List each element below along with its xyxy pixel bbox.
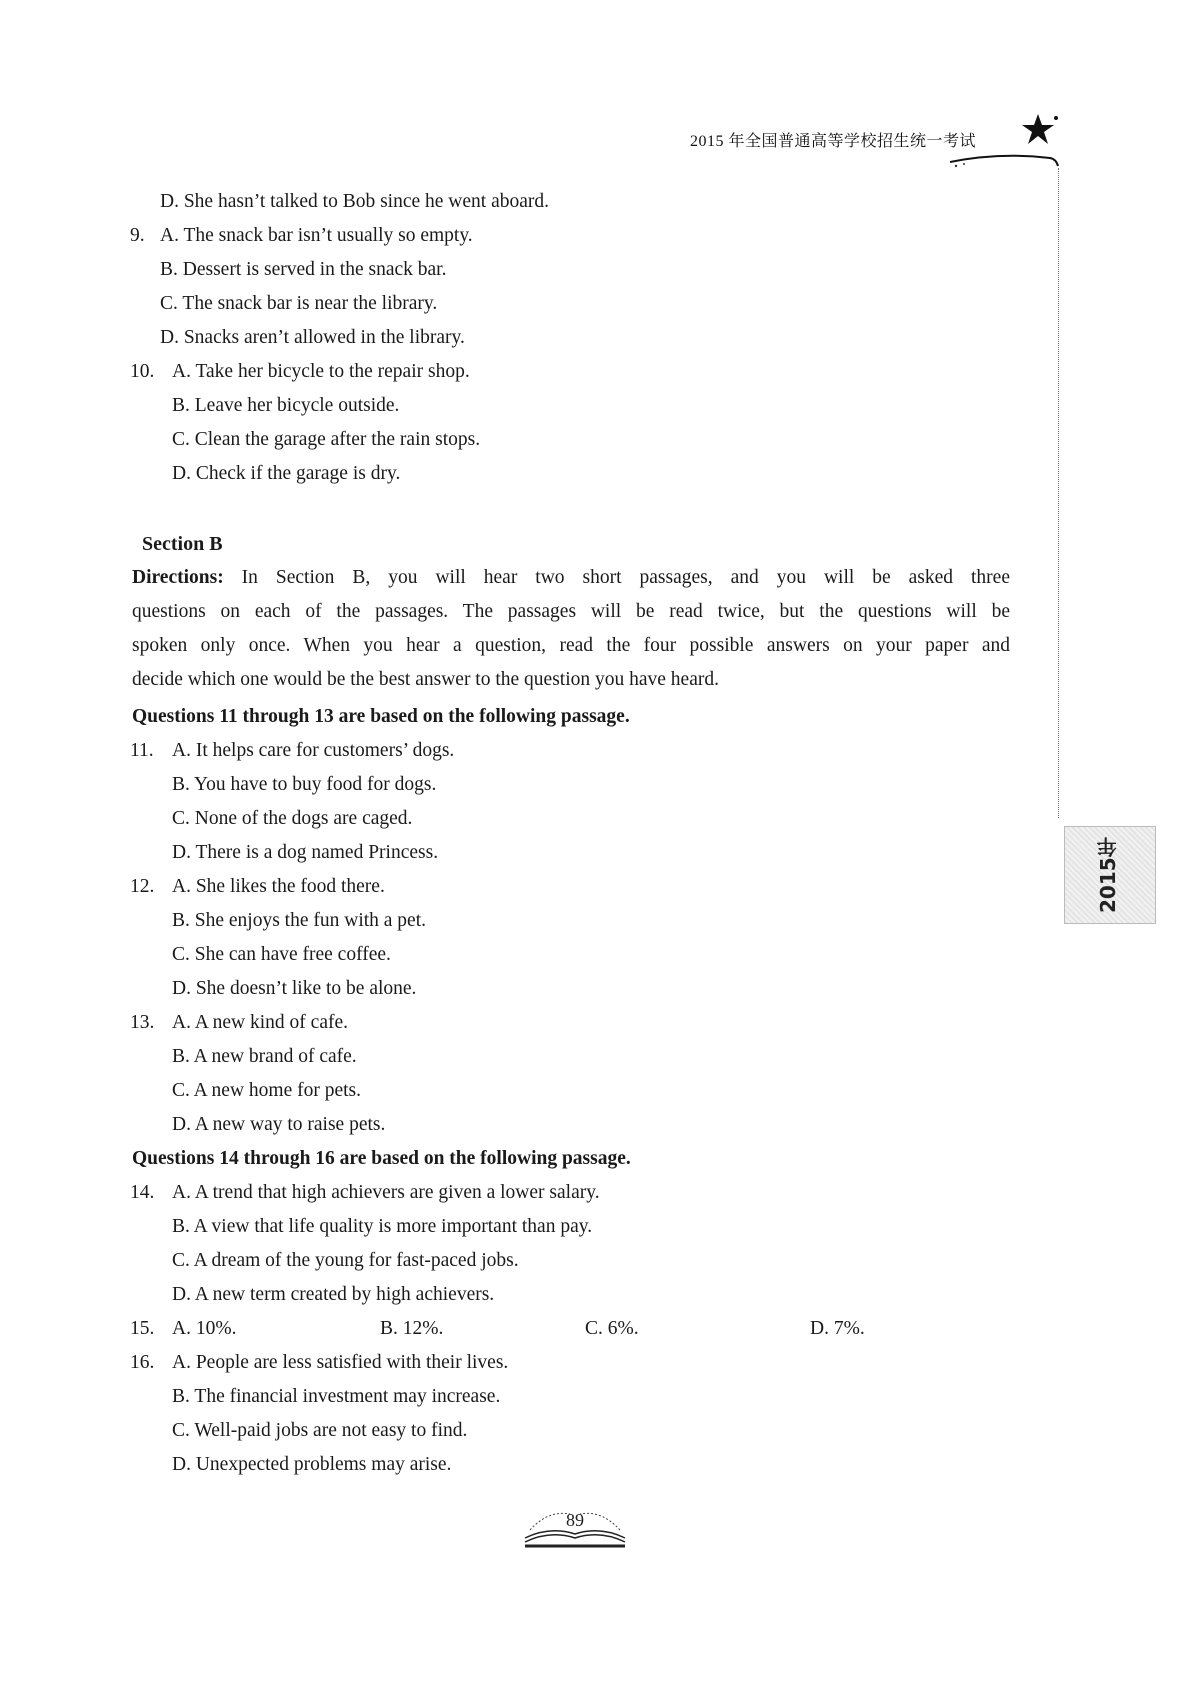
- q14-number: 14.: [130, 1182, 155, 1203]
- q14-option-b: B. A view that life quality is more important than pay.: [172, 1216, 593, 1237]
- q15-option-d: D. 7%.: [810, 1318, 865, 1339]
- q12-number: 12.: [130, 876, 155, 897]
- q12-option-b: B. She enjoys the fun with a pet.: [172, 910, 427, 931]
- q13-option-d: D. A new way to raise pets.: [172, 1114, 386, 1135]
- q13-option-b: B. A new brand of cafe.: [172, 1046, 357, 1067]
- directions-label: Directions:: [132, 567, 224, 588]
- q14-option-a: A. A trend that high achievers are given a lower salary.: [172, 1182, 600, 1203]
- star-icon: [1020, 112, 1060, 148]
- q9-number: 9.: [130, 225, 145, 246]
- directions-line-1: [132, 561, 1010, 595]
- directions-text-1: In Section B, you will hear two short passages, and you will be asked three: [223, 567, 1010, 588]
- running-header: 2015 年全国普通高等学校招生统一考试: [690, 133, 977, 150]
- q15-option-c: C. 6%.: [585, 1318, 639, 1339]
- q13-option-a: A. A new kind of cafe.: [172, 1012, 348, 1033]
- q12-option-d: D. She doesn’t like to be alone.: [172, 978, 417, 999]
- q10-option-a: A. Take her bicycle to the repair shop.: [172, 361, 470, 382]
- q15-option-a: A. 10%.: [172, 1318, 237, 1339]
- page-number: 89: [566, 1510, 584, 1530]
- q11-option-b: B. You have to buy food for dogs.: [172, 774, 437, 795]
- q9-option-c: C. The snack bar is near the library.: [160, 293, 438, 314]
- q12-option-c: C. She can have free coffee.: [172, 944, 391, 965]
- q14-option-c: C. A dream of the young for fast-paced jobs.: [172, 1250, 519, 1271]
- page-number-footer: [520, 1500, 630, 1550]
- section-b-title: Section B: [142, 533, 223, 555]
- directions-line-4: decide which one would be the best answer to the question you have heard.: [132, 669, 719, 690]
- q11-option-d: D. There is a dog named Princess.: [172, 842, 439, 863]
- q12-option-a: A. She likes the food there.: [172, 876, 385, 897]
- q16-option-a: A. People are less satisfied with their lives.: [172, 1352, 509, 1373]
- q10-option-c: C. Clean the garage after the rain stops.: [172, 429, 481, 450]
- q16-number: 16.: [130, 1352, 155, 1373]
- q10-option-b: B. Leave her bicycle outside.: [172, 395, 400, 416]
- q16-option-b: B. The financial investment may increase.: [172, 1386, 501, 1407]
- q15-option-b: B. 12%.: [380, 1318, 444, 1339]
- q11-option-a: A. It helps care for customers’ dogs.: [172, 740, 455, 761]
- q16-option-c: C. Well-paid jobs are not easy to find.: [172, 1420, 468, 1441]
- margin-dotted-rule: [1058, 168, 1059, 818]
- q9-option-a: A. The snack bar isn’t usually so empty.: [160, 225, 473, 246]
- q11-option-c: C. None of the dogs are caged.: [172, 808, 413, 829]
- q8-option-d: D. She hasn’t talked to Bob since he went aboard.: [160, 191, 550, 212]
- q10-number: 10.: [130, 361, 155, 382]
- group-2-heading: Questions 14 through 16 are based on the following passage.: [132, 1148, 631, 1169]
- group-1-heading: Questions 11 through 13 are based on the following passage.: [132, 706, 630, 727]
- year-side-tab-label: 2015年: [1096, 837, 1120, 913]
- directions-line-2: questions on each of the passages. The passages will be read twice, but the questions will be: [132, 601, 1010, 622]
- q16-option-d: D. Unexpected problems may arise.: [172, 1454, 452, 1475]
- q15-number: 15.: [130, 1318, 155, 1339]
- q9-option-b: B. Dessert is served in the snack bar.: [160, 259, 447, 280]
- q13-number: 13.: [130, 1012, 155, 1033]
- year-side-tab: [1064, 826, 1156, 924]
- q13-option-c: C. A new home for pets.: [172, 1080, 362, 1101]
- header-swoosh-decoration: [950, 150, 1060, 170]
- q14-option-d: D. A new term created by high achievers.: [172, 1284, 495, 1305]
- q9-option-d: D. Snacks aren’t allowed in the library.: [160, 327, 465, 348]
- q11-number: 11.: [130, 740, 154, 761]
- directions-line-3: spoken only once. When you hear a question, read the four possible answers on your paper and: [132, 635, 1010, 656]
- q10-option-d: D. Check if the garage is dry.: [172, 463, 401, 484]
